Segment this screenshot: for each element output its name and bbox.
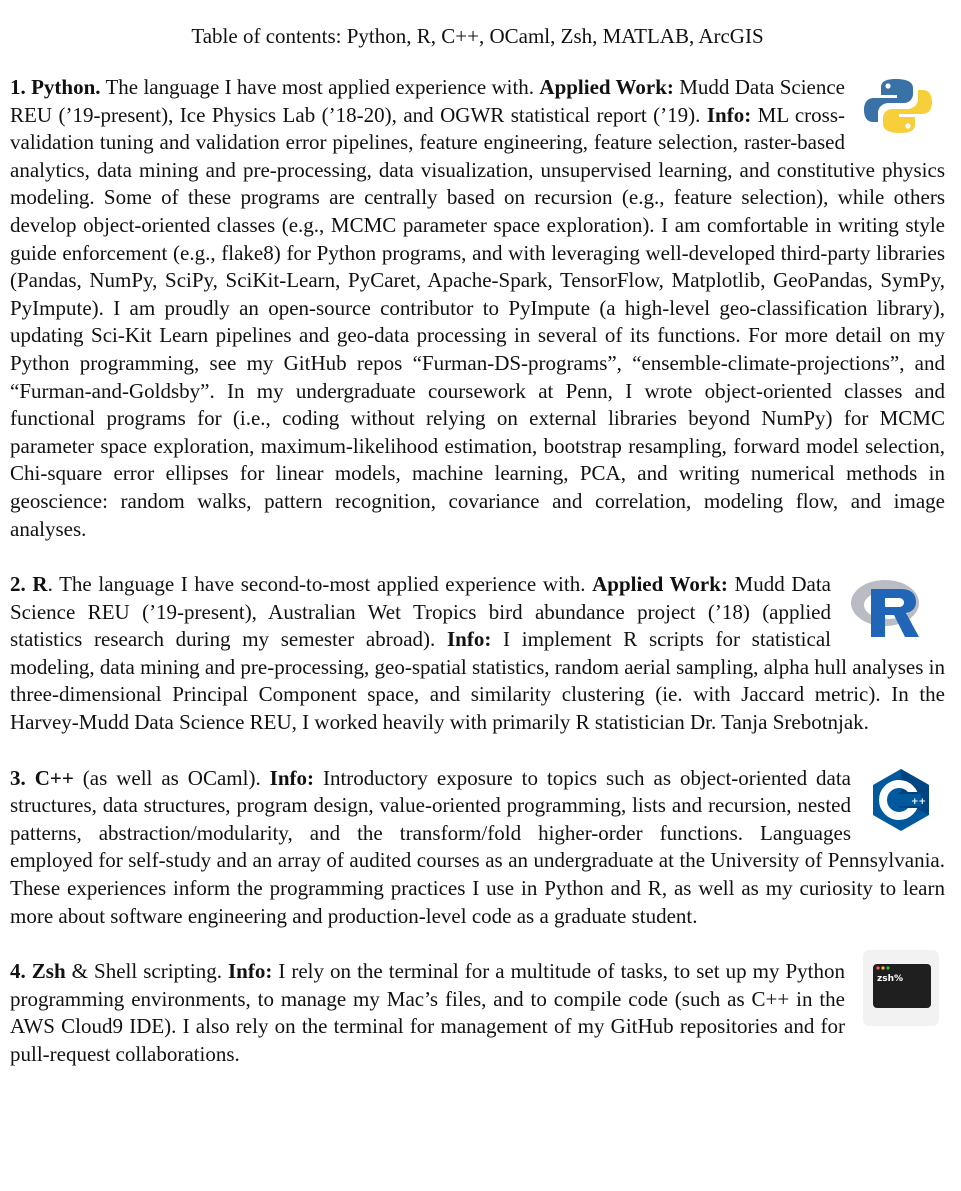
cpp-number: 3. [10,765,26,790]
section-r [10,571,945,737]
r-info-text: I implement R scripts for statistical modeling, data mining and pre-processing, geo-spatial statistics, random aerial sampling, alpha hull analyses in three-dimensional Principal Component space, and similarity clustering (ie. with Jaccard metric). In the Harvey-Mudd Data Science REU, I worked heavily with primarily R statistician Dr. Tanja Srebotnjak. [10,627,945,735]
cpp-info-text: Introductory exposure to topics such as object-oriented data structures, data structures, program design, value-oriented programming, lists and recursion, nested patterns, abstraction/modularity, and the transform/fold higher-order functions. Languages employed for self-study and an array of audited courses as an undergraduate at the University of Pennsylvania. These experiences inform the programming practices I use in Python and R, as well as my curiosity to learn more about software engineering and production-level code as a graduate student. [10,765,945,928]
python-logo-icon [863,76,933,136]
python-heading: Python. [31,75,101,99]
r-applied-label: Applied Work: [592,572,728,597]
zsh-info-text: I rely on the terminal for a multitude of tasks, to set up my Python programming environments, to manage my Mac’s files, and to compile code (such as C++ in the AWS Cloud9 IDE). I also rely on the terminal for management of my GitHub repositories and for pull-request collaborations. [10,959,846,1066]
cpp-logo-icon [869,767,933,833]
section-python [10,74,945,543]
zsh-intro: & Shell scripting. [65,959,228,984]
zsh-heading: Zsh [31,959,66,984]
section-zsh [10,958,945,1068]
terminal-prompt: zsh% [877,974,904,985]
zsh-info-label: Info: [227,959,273,984]
section-cpp [10,765,945,931]
cpp-intro: (as well as OCaml). [73,765,270,790]
python-info-label: Info: [706,102,752,127]
cpp-info-label: Info: [269,765,314,790]
r-intro: . The language I have second-to-most applied experience with. [47,572,593,597]
python-applied-label: Applied Work: [539,75,674,99]
python-number: 1. [10,75,26,99]
python-intro: The language I have most applied experience with. [100,75,540,99]
r-info-label: Info: [447,627,492,652]
svg-text:++: ++ [911,796,927,807]
r-applied-text: Mudd Data Science REU (’19-present), Australian Wet Tropics bird abundance project (’18) (applied statistics research during my semester abroad). [10,572,831,652]
r-number: 2. [10,572,26,597]
cpp-heading: C++ [34,765,74,790]
table-of-contents: Table of contents: Python, R, C++, OCaml, Zsh, MATLAB, ArcGIS [191,24,764,48]
r-heading: R [32,572,48,597]
terminal-logo-icon [863,950,939,1026]
zsh-number: 4. [10,959,26,984]
document-page [10,22,945,1097]
python-info-text: ML cross-validation tuning and validation error pipelines, feature engineering, feature selection, raster-based analytics, data mining and pre-processing, data visualization, unsupervised learning, and constitutive physics modeling. Some of these programs are centrally based on recursion (e.g., feature selection), while others develop object-oriented classes (e.g., MCMC parameter space exploration). I am comfortable in writing style guide enforcement (e.g., flake8) for Python programs, and with leveraging well-developed third-party libraries (Pandas, NumPy, SciPy, SciKit-Learn, PyCaret, Apache-Spark, TensorFlow, Matplotlib, GeoPandas, SymPy, PyImpute). I am proudly an open-source contributor to PyImpute (a high-level geo-classification library), updating Sci-Kit Learn pipelines and geo-data processing in several of its functions. For more detail on my Python programming, see my GitHub repos “Furman-DS-programs”, “ensemble-climate-projections”, and “Furman-and-Goldsby”. In my undergraduate coursework at Penn, I wrote object-oriented classes and functional programs for (i.e., coding without relying on external libraries beyond NumPy) for MCMC parameter space exploration, maximum-likelihood estimation, bootstrap resampling, forward model selection, Chi-square error ellipses for linear models, machine learning, PCA, and writing numerical methods in geoscience: random walks, pattern recognition, covariance and correlation, modeling flow, and image analyses. [10,102,945,541]
python-applied-text: Mudd Data Science REU (’19-present), Ice Physics Lab (’18-20), and OGWR statistical report (’19). [10,75,845,127]
r-logo-icon [849,575,925,641]
